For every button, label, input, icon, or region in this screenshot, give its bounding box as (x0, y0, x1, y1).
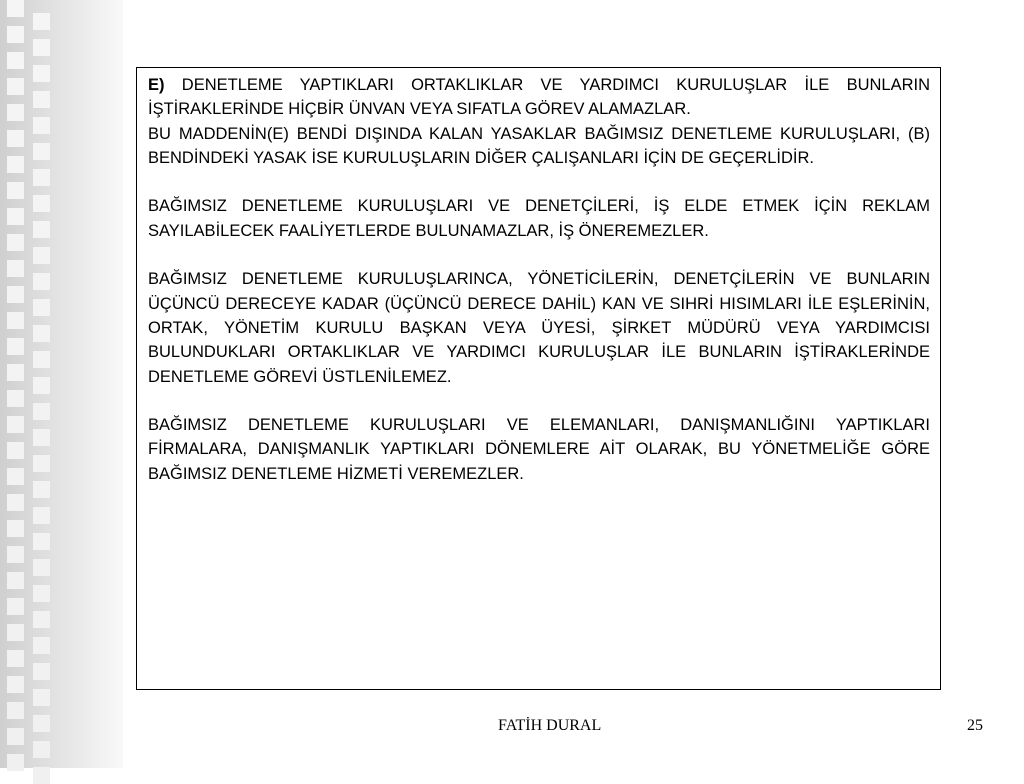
decorative-square (33, 611, 50, 628)
decorative-square (33, 13, 50, 30)
decorative-square (33, 351, 50, 368)
decorative-square (33, 403, 50, 420)
decorative-square (33, 325, 50, 342)
decorative-square (33, 143, 50, 160)
decorative-square (33, 221, 50, 238)
decorative-square (33, 169, 50, 186)
decorative-square (7, 52, 24, 69)
decorative-square (7, 494, 24, 511)
clause-label: E) (148, 76, 165, 94)
paragraph-text: DENETLEME YAPTIKLARI ORTAKLIKLAR VE YARDIMCI KURULUŞLAR İLE BUNLARIN İŞTİRAKLERİNDE HİÇBİR ÜNVAN VEYA SIFATLA GÖREV ALAMAZLAR. (148, 76, 930, 119)
decorative-square (7, 208, 24, 225)
decorative-square (7, 312, 24, 329)
decorative-square (7, 468, 24, 485)
decorative-square (33, 39, 50, 56)
decorative-square (7, 546, 24, 563)
decorative-square (33, 559, 50, 576)
decorative-square (7, 624, 24, 641)
decorative-square (7, 364, 24, 381)
decorative-square (7, 0, 24, 17)
decorative-square (33, 429, 50, 446)
decorative-square (33, 637, 50, 654)
decorative-square (7, 234, 24, 251)
paragraph-relatives: BAĞIMSIZ DENETLEME KURULUŞLARINCA, YÖNETİCİLERİN, DENETÇİLERİN VE BUNLARIN ÜÇÜNCÜ DERECEYE KADAR (ÜÇÜNCÜ DERECE DAHİL) KAN VE SIHRİ HISIMLARI İLE EŞLERİNİN, ORTAK, YÖNETİM KURULU BAŞKAN VEYA ÜYESİ, ŞİRKET MÜDÜRÜ VEYA YARDIMCISI BULUNDUKLARI ORTAKLIKLAR VE YARDIMCI KURULUŞLAR İLE BUNLARIN İŞTİRAKLERİNDE DENETLEME GÖREVİ ÜSTLENİLEMEZ. (148, 270, 930, 386)
decorative-square (33, 117, 50, 134)
decorative-square (7, 182, 24, 199)
decorative-square (7, 416, 24, 433)
decorative-square (7, 26, 24, 43)
decorative-square (33, 91, 50, 108)
decorative-square (33, 455, 50, 472)
decorative-square (7, 338, 24, 355)
decorative-square-column (7, 0, 24, 768)
decorative-square (7, 598, 24, 615)
paragraph-scope: BU MADDENİN(E) BENDİ DIŞINDA KALAN YASAKLAR BAĞIMSIZ DENETLEME KURULUŞLARI, (B) BENDİNDEKİ YASAK İSE KURULUŞLARIN DİĞER ÇALIŞANLARI İÇİN DE GEÇERLİDİR. (148, 124, 930, 167)
decorative-square (7, 650, 24, 667)
decorative-square (7, 390, 24, 407)
decorative-square (7, 442, 24, 459)
decorative-square (7, 754, 24, 771)
decorative-square (33, 247, 50, 264)
decorative-square (33, 195, 50, 212)
decorative-square (33, 715, 50, 732)
decorative-square (7, 78, 24, 95)
paragraph-consulting: BAĞIMSIZ DENETLEME KURULUŞLARI VE ELEMANLARI, DANIŞMANLIĞINI YAPTIKLARI FİRMALARA, DANIŞMANLIK YAPTIKLARI DÖNEMLERE AİT OLARAK, BU YÖNETMELİĞE GÖRE BAĞIMSIZ DENETLEME HİZMETİ VEREMEZLER. (148, 416, 930, 483)
decorative-square (7, 286, 24, 303)
decorative-square (33, 507, 50, 524)
paragraph-advertising: BAĞIMSIZ DENETLEME KURULUŞLARI VE DENETÇİLERİ, İŞ ELDE ETMEK İÇİN REKLAM SAYILABİLECEK FAALİYETLERDE BULUNAMAZLAR, İŞ ÖNEREMEZLER. (148, 197, 930, 240)
footer-author: FATİH DURAL (498, 717, 602, 734)
decorative-square (33, 533, 50, 550)
decorative-square (33, 663, 50, 680)
decorative-square-column (33, 0, 50, 768)
content-box (136, 67, 941, 690)
decorative-square (33, 741, 50, 758)
paragraph-e-clause (148, 73, 930, 122)
decorative-square (7, 156, 24, 173)
decorative-square (33, 689, 50, 706)
decorative-square (7, 520, 24, 537)
decorative-square (33, 767, 50, 784)
decorative-square (7, 702, 24, 719)
decorative-left-band (0, 0, 123, 768)
decorative-square (7, 676, 24, 693)
decorative-square (33, 299, 50, 316)
decorative-square (7, 572, 24, 589)
decorative-square (33, 377, 50, 394)
decorative-square (33, 481, 50, 498)
decorative-square (7, 104, 24, 121)
decorative-square (7, 728, 24, 745)
decorative-square (33, 273, 50, 290)
decorative-square (7, 130, 24, 147)
decorative-square (7, 260, 24, 277)
decorative-square (33, 65, 50, 82)
page-number: 25 (967, 717, 983, 734)
decorative-square (33, 585, 50, 602)
